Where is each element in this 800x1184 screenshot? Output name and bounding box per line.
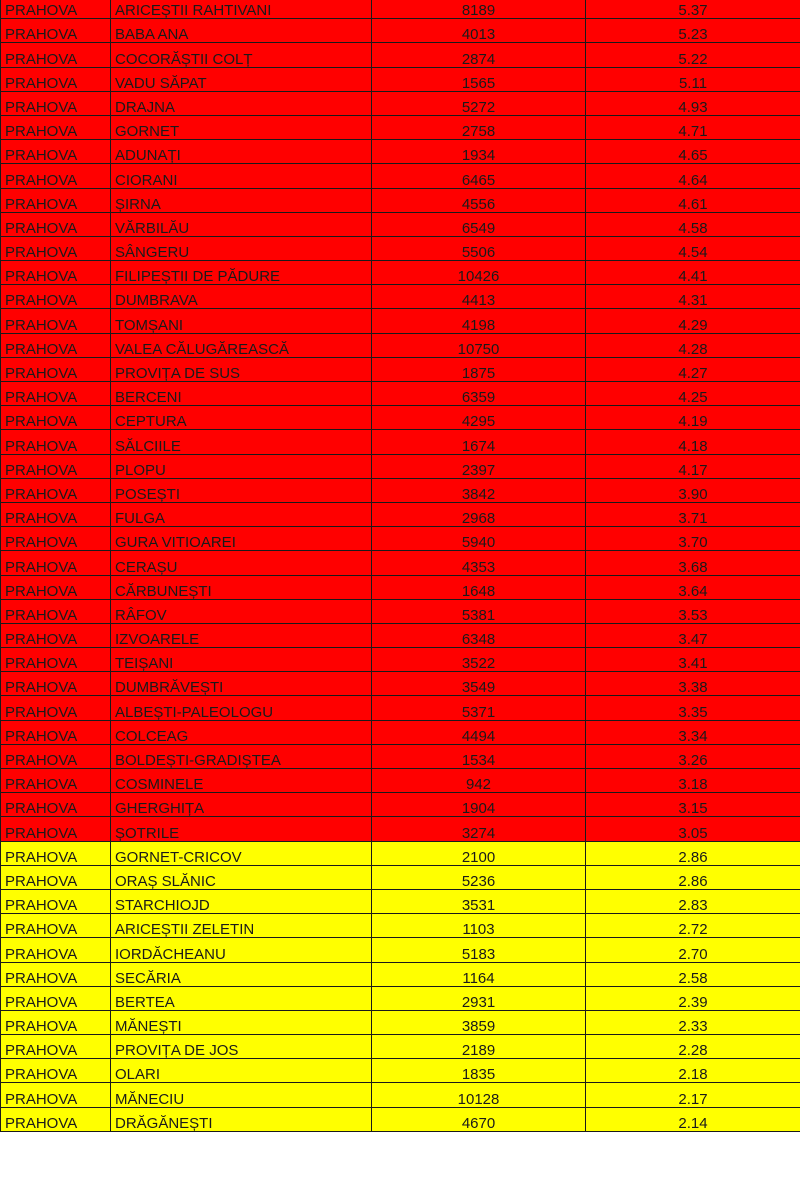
- value-cell: 2931: [372, 986, 586, 1010]
- rate-cell: 2.17: [586, 1083, 800, 1107]
- county-cell: PRAHOVA: [1, 1059, 111, 1083]
- rate-cell: 4.29: [586, 309, 800, 333]
- locality-cell: BERTEA: [111, 986, 372, 1010]
- table-row: [1, 285, 800, 309]
- county-cell: PRAHOVA: [1, 19, 111, 43]
- value-cell: 942: [372, 769, 586, 793]
- county-cell: PRAHOVA: [1, 164, 111, 188]
- rate-cell: 3.71: [586, 502, 800, 526]
- table-row: [1, 1010, 800, 1034]
- locality-cell: BABA ANA: [111, 19, 372, 43]
- locality-cell: MĂNECIU: [111, 1083, 372, 1107]
- rate-cell: 4.27: [586, 357, 800, 381]
- table-row: [1, 599, 800, 623]
- table-row: [1, 115, 800, 139]
- county-cell: PRAHOVA: [1, 962, 111, 986]
- county-cell: PRAHOVA: [1, 648, 111, 672]
- rate-cell: 3.68: [586, 551, 800, 575]
- value-cell: 4295: [372, 406, 586, 430]
- locality-cell: RÂFOV: [111, 599, 372, 623]
- rate-cell: 5.22: [586, 43, 800, 67]
- value-cell: 1164: [372, 962, 586, 986]
- value-cell: 6348: [372, 623, 586, 647]
- table-row: [1, 527, 800, 551]
- table-row: [1, 236, 800, 260]
- table-row: [1, 720, 800, 744]
- value-cell: 1934: [372, 140, 586, 164]
- locality-cell: STARCHIOJD: [111, 889, 372, 913]
- locality-cell: TOMȘANI: [111, 309, 372, 333]
- table-row: [1, 261, 800, 285]
- locality-cell: COLCEAG: [111, 720, 372, 744]
- table-row: [1, 188, 800, 212]
- value-cell: 5940: [372, 527, 586, 551]
- county-cell: PRAHOVA: [1, 575, 111, 599]
- rate-cell: 4.54: [586, 236, 800, 260]
- rate-cell: 4.64: [586, 164, 800, 188]
- locality-cell: COCORĂȘTII COLȚ: [111, 43, 372, 67]
- value-cell: 10426: [372, 261, 586, 285]
- value-cell: 1648: [372, 575, 586, 599]
- value-cell: 2758: [372, 115, 586, 139]
- value-cell: 5236: [372, 865, 586, 889]
- value-cell: 1565: [372, 67, 586, 91]
- county-cell: PRAHOVA: [1, 889, 111, 913]
- rate-cell: 2.18: [586, 1059, 800, 1083]
- table-row: [1, 575, 800, 599]
- locality-cell: FILIPEȘTII DE PĂDURE: [111, 261, 372, 285]
- table-row: [1, 430, 800, 454]
- value-cell: 6549: [372, 212, 586, 236]
- county-cell: PRAHOVA: [1, 0, 111, 19]
- locality-cell: POSEȘTI: [111, 478, 372, 502]
- value-cell: 1904: [372, 793, 586, 817]
- locality-cell: DUMBRAVA: [111, 285, 372, 309]
- locality-cell: SECĂRIA: [111, 962, 372, 986]
- rate-cell: 3.64: [586, 575, 800, 599]
- locality-cell: BERCENI: [111, 382, 372, 406]
- table-row: [1, 1107, 800, 1131]
- value-cell: 3531: [372, 889, 586, 913]
- table-row: [1, 357, 800, 381]
- rate-cell: 3.05: [586, 817, 800, 841]
- locality-cell: IORDĂCHEANU: [111, 938, 372, 962]
- county-cell: PRAHOVA: [1, 43, 111, 67]
- value-cell: 10128: [372, 1083, 586, 1107]
- rate-cell: 4.93: [586, 91, 800, 115]
- locality-cell: PROVIȚA DE SUS: [111, 357, 372, 381]
- county-cell: PRAHOVA: [1, 188, 111, 212]
- rate-cell: 4.28: [586, 333, 800, 357]
- rate-cell: 4.18: [586, 430, 800, 454]
- table-row: [1, 938, 800, 962]
- table-row: [1, 986, 800, 1010]
- value-cell: 6465: [372, 164, 586, 188]
- value-cell: 1674: [372, 430, 586, 454]
- county-cell: PRAHOVA: [1, 285, 111, 309]
- rate-cell: 2.14: [586, 1107, 800, 1131]
- table-row: [1, 672, 800, 696]
- locality-cell: GORNET: [111, 115, 372, 139]
- table-row: [1, 0, 800, 19]
- locality-cell: TEIȘANI: [111, 648, 372, 672]
- table-row: [1, 696, 800, 720]
- locality-cell: PROVIȚA DE JOS: [111, 1035, 372, 1059]
- table-row: [1, 769, 800, 793]
- value-cell: 5371: [372, 696, 586, 720]
- value-cell: 5272: [372, 91, 586, 115]
- table-row: [1, 212, 800, 236]
- value-cell: 5183: [372, 938, 586, 962]
- locality-cell: ARICEȘTII RAHTIVANI: [111, 0, 372, 19]
- value-cell: 1103: [372, 914, 586, 938]
- county-cell: PRAHOVA: [1, 986, 111, 1010]
- rate-cell: 3.26: [586, 744, 800, 768]
- rate-cell: 4.19: [586, 406, 800, 430]
- rate-cell: 2.72: [586, 914, 800, 938]
- rate-cell: 2.83: [586, 889, 800, 913]
- rate-cell: 5.37: [586, 0, 800, 19]
- locality-cell: ORAȘ SLĂNIC: [111, 865, 372, 889]
- locality-cell: DRAJNA: [111, 91, 372, 115]
- table-row: [1, 91, 800, 115]
- rate-cell: 4.65: [586, 140, 800, 164]
- county-cell: PRAHOVA: [1, 406, 111, 430]
- rate-cell: 2.58: [586, 962, 800, 986]
- rate-cell: 2.70: [586, 938, 800, 962]
- value-cell: 5506: [372, 236, 586, 260]
- table-row: [1, 382, 800, 406]
- table-row: [1, 744, 800, 768]
- rate-cell: 5.11: [586, 67, 800, 91]
- county-cell: PRAHOVA: [1, 309, 111, 333]
- county-cell: PRAHOVA: [1, 1010, 111, 1034]
- locality-cell: DRĂGĂNEȘTI: [111, 1107, 372, 1131]
- county-cell: PRAHOVA: [1, 333, 111, 357]
- value-cell: 4494: [372, 720, 586, 744]
- table-row: [1, 1035, 800, 1059]
- value-cell: 2874: [372, 43, 586, 67]
- value-cell: 3522: [372, 648, 586, 672]
- rate-cell: 3.18: [586, 769, 800, 793]
- table-row: [1, 551, 800, 575]
- county-cell: PRAHOVA: [1, 672, 111, 696]
- table-row: [1, 406, 800, 430]
- county-cell: PRAHOVA: [1, 938, 111, 962]
- rate-cell: 3.41: [586, 648, 800, 672]
- county-cell: PRAHOVA: [1, 502, 111, 526]
- table-row: [1, 889, 800, 913]
- rate-cell: 4.17: [586, 454, 800, 478]
- value-cell: 8189: [372, 0, 586, 19]
- county-cell: PRAHOVA: [1, 817, 111, 841]
- locality-cell: CĂRBUNEȘTI: [111, 575, 372, 599]
- county-cell: PRAHOVA: [1, 212, 111, 236]
- value-cell: 6359: [372, 382, 586, 406]
- table-row: [1, 914, 800, 938]
- county-cell: PRAHOVA: [1, 454, 111, 478]
- value-cell: 3274: [372, 817, 586, 841]
- table-row: [1, 1059, 800, 1083]
- table-row: [1, 841, 800, 865]
- value-cell: 2397: [372, 454, 586, 478]
- value-cell: 4413: [372, 285, 586, 309]
- rate-cell: 5.23: [586, 19, 800, 43]
- rate-cell: 3.35: [586, 696, 800, 720]
- county-cell: PRAHOVA: [1, 865, 111, 889]
- locality-cell: VALEA CĂLUGĂREASCĂ: [111, 333, 372, 357]
- table-row: [1, 309, 800, 333]
- county-cell: PRAHOVA: [1, 115, 111, 139]
- locality-cell: FULGA: [111, 502, 372, 526]
- locality-cell: CIORANI: [111, 164, 372, 188]
- county-cell: PRAHOVA: [1, 478, 111, 502]
- county-cell: PRAHOVA: [1, 261, 111, 285]
- rate-cell: 3.53: [586, 599, 800, 623]
- value-cell: 10750: [372, 333, 586, 357]
- county-cell: PRAHOVA: [1, 527, 111, 551]
- locality-cell: VADU SĂPAT: [111, 67, 372, 91]
- county-cell: PRAHOVA: [1, 1035, 111, 1059]
- county-cell: PRAHOVA: [1, 841, 111, 865]
- value-cell: 3842: [372, 478, 586, 502]
- rate-cell: 4.58: [586, 212, 800, 236]
- value-cell: 1835: [372, 1059, 586, 1083]
- county-cell: PRAHOVA: [1, 793, 111, 817]
- locality-cell: ALBEȘTI-PALEOLOGU: [111, 696, 372, 720]
- rate-cell: 2.28: [586, 1035, 800, 1059]
- table-row: [1, 333, 800, 357]
- rate-cell: 3.47: [586, 623, 800, 647]
- county-cell: PRAHOVA: [1, 551, 111, 575]
- table-row: [1, 793, 800, 817]
- rate-cell: 2.39: [586, 986, 800, 1010]
- county-cell: PRAHOVA: [1, 140, 111, 164]
- value-cell: 2189: [372, 1035, 586, 1059]
- table-row: [1, 454, 800, 478]
- rate-cell: 3.70: [586, 527, 800, 551]
- rate-cell: 3.90: [586, 478, 800, 502]
- rate-cell: 4.71: [586, 115, 800, 139]
- table-row: [1, 140, 800, 164]
- rate-cell: 4.41: [586, 261, 800, 285]
- county-cell: PRAHOVA: [1, 1107, 111, 1131]
- value-cell: 3549: [372, 672, 586, 696]
- value-cell: 3859: [372, 1010, 586, 1034]
- locality-cell: ADUNAȚI: [111, 140, 372, 164]
- locality-cell: CEPTURA: [111, 406, 372, 430]
- value-cell: 4013: [372, 19, 586, 43]
- table-row: [1, 478, 800, 502]
- county-cell: PRAHOVA: [1, 67, 111, 91]
- rate-cell: 3.15: [586, 793, 800, 817]
- locality-cell: BOLDEȘTI-GRADIȘTEA: [111, 744, 372, 768]
- locality-cell: OLARI: [111, 1059, 372, 1083]
- county-cell: PRAHOVA: [1, 769, 111, 793]
- value-cell: 1534: [372, 744, 586, 768]
- county-cell: PRAHOVA: [1, 914, 111, 938]
- county-cell: PRAHOVA: [1, 236, 111, 260]
- table-row: [1, 962, 800, 986]
- locality-cell: SĂLCIILE: [111, 430, 372, 454]
- rate-cell: 3.34: [586, 720, 800, 744]
- rate-cell: 4.25: [586, 382, 800, 406]
- county-cell: PRAHOVA: [1, 696, 111, 720]
- table-row: [1, 43, 800, 67]
- table-body: [1, 0, 800, 1131]
- locality-cell: ARICEȘTII ZELETIN: [111, 914, 372, 938]
- table-row: [1, 19, 800, 43]
- value-cell: 2968: [372, 502, 586, 526]
- value-cell: 1875: [372, 357, 586, 381]
- rate-cell: 2.33: [586, 1010, 800, 1034]
- rate-cell: 3.38: [586, 672, 800, 696]
- locality-cell: ȘOTRILE: [111, 817, 372, 841]
- county-cell: PRAHOVA: [1, 357, 111, 381]
- locality-cell: CERAȘU: [111, 551, 372, 575]
- value-cell: 4556: [372, 188, 586, 212]
- rate-cell: 2.86: [586, 841, 800, 865]
- value-cell: 4353: [372, 551, 586, 575]
- county-cell: PRAHOVA: [1, 744, 111, 768]
- value-cell: 5381: [372, 599, 586, 623]
- locality-cell: DUMBRĂVEȘTI: [111, 672, 372, 696]
- locality-cell: SÂNGERU: [111, 236, 372, 260]
- county-cell: PRAHOVA: [1, 599, 111, 623]
- table-row: [1, 623, 800, 647]
- table-row: [1, 817, 800, 841]
- county-cell: PRAHOVA: [1, 623, 111, 647]
- locality-cell: MĂNEȘTI: [111, 1010, 372, 1034]
- locality-cell: VĂRBILĂU: [111, 212, 372, 236]
- rate-cell: 2.86: [586, 865, 800, 889]
- locality-cell: COSMINELE: [111, 769, 372, 793]
- value-cell: 2100: [372, 841, 586, 865]
- locality-cell: ȘIRNA: [111, 188, 372, 212]
- locality-cell: GURA VITIOAREI: [111, 527, 372, 551]
- county-cell: PRAHOVA: [1, 430, 111, 454]
- county-cell: PRAHOVA: [1, 720, 111, 744]
- locality-cell: PLOPU: [111, 454, 372, 478]
- table-row: [1, 67, 800, 91]
- county-cell: PRAHOVA: [1, 1083, 111, 1107]
- value-cell: 4198: [372, 309, 586, 333]
- rate-cell: 4.61: [586, 188, 800, 212]
- table-row: [1, 502, 800, 526]
- value-cell: 4670: [372, 1107, 586, 1131]
- locality-cell: GORNET-CRICOV: [111, 841, 372, 865]
- locality-cell: GHERGHIȚA: [111, 793, 372, 817]
- rate-cell: 4.31: [586, 285, 800, 309]
- table-row: [1, 865, 800, 889]
- table-row: [1, 164, 800, 188]
- table-row: [1, 648, 800, 672]
- county-cell: PRAHOVA: [1, 382, 111, 406]
- locality-cell: IZVOARELE: [111, 623, 372, 647]
- county-cell: PRAHOVA: [1, 91, 111, 115]
- table-row: [1, 1083, 800, 1107]
